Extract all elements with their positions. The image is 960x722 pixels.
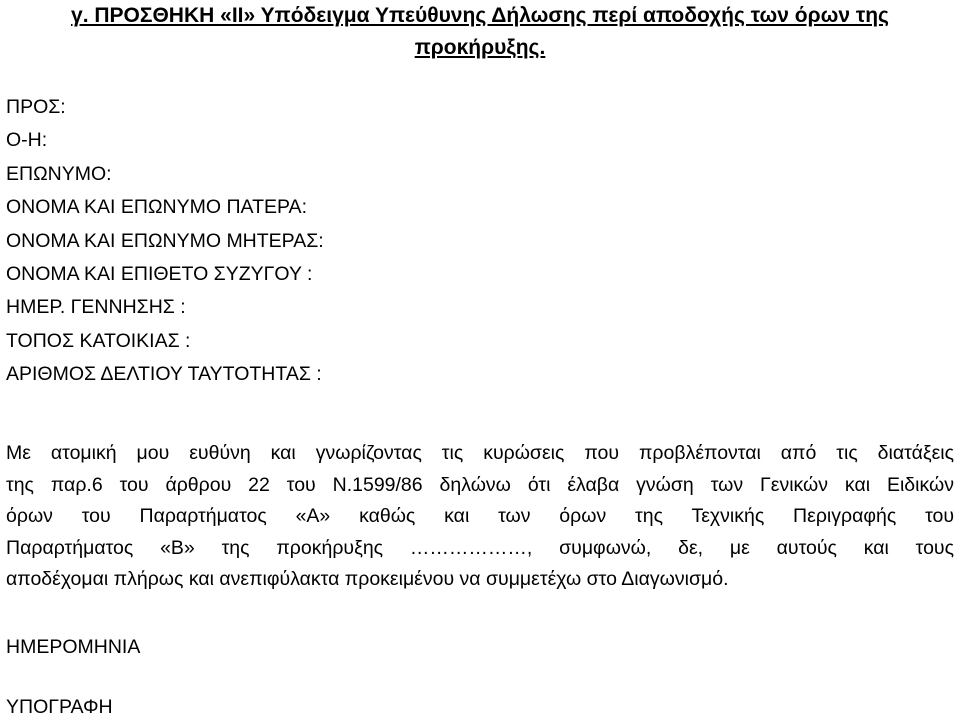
field-surname: ΕΠΩΝΥΜΟ: (6, 162, 112, 185)
declaration-line-4: Παραρτήματος «Β» της προκήρυξης ………………, συμφωνώ, δε, με αυτούς και τους (6, 536, 954, 559)
declaration-line-2: της παρ.6 του άρθρου 22 του Ν.1599/86 δηλώνω ότι έλαβα γνώση των Γενικών και Ειδικών (6, 473, 954, 496)
field-id-number: ΑΡΙΘΜΟΣ ΔΕΛΤΙΟΥ ΤΑΥΤΟΤΗΤΑΣ : (6, 363, 322, 386)
title-line-1: γ. ΠΡΟΣΘΗΚΗ «ΙΙ» Υπόδειγμα Υπεύθυνης Δήλωσης περί αποδοχής των όρων της (71, 4, 889, 27)
field-residence: ΤΟΠΟΣ ΚΑΤΟΙΚΙΑΣ : (6, 329, 191, 352)
field-birth-date: ΗΜΕΡ. ΓΕΝΝΗΣΗΣ : (6, 296, 186, 319)
field-mother-name: ΟΝΟΜΑ ΚΑΙ ΕΠΩΝΥΜΟ ΜΗΤΕΡΑΣ: (6, 229, 324, 252)
declaration-line-3: όρων του Παραρτήματος «Α» καθώς και των όρων της Τεχνικής Περιγραφής του (6, 505, 954, 527)
field-spouse-name: ΟΝΟΜΑ ΚΑΙ ΕΠΙΘΕΤΟ ΣΥΖΥΓΟΥ : (6, 263, 313, 286)
signature-label: ΥΠΟΓΡΑΦΗ (6, 696, 113, 718)
field-name: Ο-Η: (6, 129, 48, 152)
date-label: ΗΜΕΡΟΜΗΝΙΑ (6, 636, 141, 658)
declaration-line-5: αποδέχομαι πλήρως και ανεπιφύλακτα προκειμένου να συμμετέχω στο Διαγωνισμό. (6, 568, 729, 590)
declaration-paragraph (6, 438, 954, 596)
personal-details-fields (6, 91, 324, 392)
declaration-line-1: Με ατομική μου ευθύνη και γνωρίζοντας τις κυρώσεις που προβλέπονται από τις διατάξεις (6, 442, 954, 464)
title-line-2: προκήρυξης. (414, 36, 546, 59)
field-to: ΠΡΟΣ: (6, 96, 66, 118)
document-title (0, 0, 960, 64)
field-father-name: ΟΝΟΜΑ ΚΑΙ ΕΠΩΝΥΜΟ ΠΑΤΕΡΑ: (6, 196, 307, 219)
